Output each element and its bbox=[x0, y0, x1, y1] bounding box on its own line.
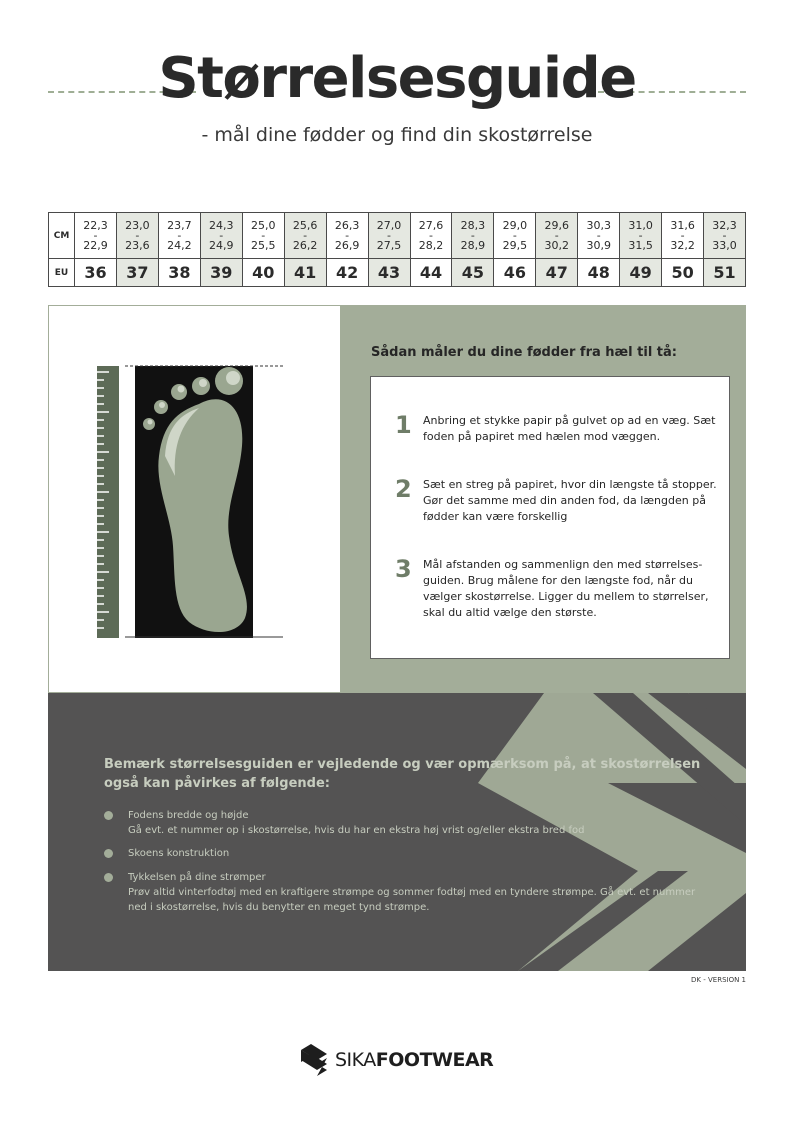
cm-range-cell bbox=[578, 213, 620, 259]
cm-to: 31,5 bbox=[628, 238, 653, 252]
sika-logo-icon bbox=[299, 1044, 329, 1076]
eu-size-cell: 44 bbox=[410, 259, 452, 287]
range-separator: - bbox=[303, 228, 308, 242]
cm-from: 25,6 bbox=[292, 218, 318, 232]
note-detail: Prøv altid vinterfodtøj med en kraftigere strømpe og sommer fodtøj med en tyndere strømpe. Gå evt. et nummer ned i skostørrelse, hvis du benytter en meget tynd strømpe. bbox=[128, 887, 696, 913]
foot-illustration-box bbox=[48, 305, 341, 693]
step-number: 1 bbox=[395, 411, 412, 439]
eu-row bbox=[49, 259, 746, 287]
step-text: Mål afstanden og sammenlign den med størrelses-guiden. Brug målene for den længste fod, når du vælger skostørrelse. Ligger du mellem to størrelser, skal du altid vælge den største. bbox=[423, 558, 709, 619]
cm-from: 31,0 bbox=[628, 218, 653, 232]
cm-from: 29,6 bbox=[544, 218, 570, 232]
ruler-icon bbox=[97, 366, 119, 638]
cm-range-cell bbox=[368, 213, 410, 259]
foot-measure-icon bbox=[49, 306, 342, 694]
cm-from: 32,3 bbox=[712, 218, 737, 232]
eu-size-cell: 45 bbox=[452, 259, 494, 287]
cm-from: 27,0 bbox=[376, 218, 402, 232]
cm-to: 28,2 bbox=[418, 238, 444, 252]
range-separator: - bbox=[135, 228, 140, 242]
eu-size-cell: 41 bbox=[284, 259, 326, 287]
cm-to: 25,5 bbox=[250, 238, 276, 252]
eu-size-cell: 36 bbox=[75, 259, 117, 287]
cm-from: 30,3 bbox=[586, 218, 611, 232]
note-heading: Tykkelsen på dine strømper bbox=[128, 872, 266, 883]
cm-range-cell bbox=[242, 213, 284, 259]
cm-range-cell bbox=[620, 213, 662, 259]
cm-to: 32,2 bbox=[670, 238, 695, 252]
cm-to: 30,9 bbox=[586, 238, 611, 252]
version-label: DK - VERSION 1 bbox=[691, 976, 746, 984]
eu-size-cell: 47 bbox=[536, 259, 578, 287]
eu-label: EU bbox=[49, 259, 75, 287]
cm-to: 22,9 bbox=[83, 238, 108, 252]
range-separator: - bbox=[177, 228, 182, 242]
range-separator: - bbox=[428, 228, 433, 242]
cm-from: 28,3 bbox=[460, 218, 486, 232]
cm-range-cell bbox=[662, 213, 704, 259]
bullet-icon bbox=[104, 849, 113, 858]
cm-range-cell bbox=[158, 213, 200, 259]
cm-range-cell bbox=[75, 213, 117, 259]
range-separator: - bbox=[261, 228, 266, 242]
range-separator: - bbox=[722, 228, 727, 242]
size-table bbox=[48, 212, 746, 287]
eu-size-cell: 43 bbox=[368, 259, 410, 287]
note-detail: Gå evt. et nummer op i skostørrelse, hvis du har en ekstra høj vrist og/eller ekstra bred fod bbox=[128, 825, 585, 836]
eu-size-cell: 38 bbox=[158, 259, 200, 287]
cm-from: 24,3 bbox=[209, 218, 234, 232]
eu-size-cell: 48 bbox=[578, 259, 620, 287]
range-separator: - bbox=[680, 228, 685, 242]
cm-from: 27,6 bbox=[418, 218, 444, 232]
eu-size-cell: 39 bbox=[200, 259, 242, 287]
cm-range-cell bbox=[452, 213, 494, 259]
range-separator: - bbox=[93, 228, 98, 242]
cm-from: 31,6 bbox=[670, 218, 695, 232]
cm-to: 28,9 bbox=[460, 238, 486, 252]
cm-from: 23,7 bbox=[167, 218, 192, 232]
cm-range-cell bbox=[704, 213, 746, 259]
eu-size-cell: 42 bbox=[326, 259, 368, 287]
page-subtitle: - mål dine fødder og find din skostørrelse bbox=[201, 124, 593, 146]
note-heading: Fodens bredde og højde bbox=[128, 810, 249, 821]
cm-to: 26,2 bbox=[292, 238, 318, 252]
steps-box bbox=[370, 376, 730, 659]
cm-to: 30,2 bbox=[544, 238, 570, 252]
range-separator: - bbox=[219, 228, 224, 242]
brand-name-light: SIKA bbox=[335, 1049, 376, 1071]
cm-from: 23,0 bbox=[125, 218, 150, 232]
cm-range-cell bbox=[536, 213, 578, 259]
cm-range-cell bbox=[284, 213, 326, 259]
cm-range-cell bbox=[410, 213, 452, 259]
cm-range-cell bbox=[494, 213, 536, 259]
cm-to: 26,9 bbox=[334, 238, 360, 252]
eu-size-cell: 50 bbox=[662, 259, 704, 287]
bullet-icon bbox=[104, 811, 113, 820]
cm-to: 33,0 bbox=[712, 238, 737, 252]
cm-range-cell bbox=[326, 213, 368, 259]
eu-size-cell: 40 bbox=[242, 259, 284, 287]
step-text: Anbring et stykke papir på gulvet op ad en væg. Sæt foden på papiret med hælen mod væggen. bbox=[423, 414, 716, 443]
how-to-title: Sådan måler du dine fødder fra hæl til tå: bbox=[371, 345, 677, 360]
eu-size-cell: 49 bbox=[620, 259, 662, 287]
cm-range-cell bbox=[116, 213, 158, 259]
range-separator: - bbox=[638, 228, 643, 242]
page-title: Størrelsesguide bbox=[158, 46, 636, 111]
cm-label: CM bbox=[49, 213, 75, 259]
step-text: Sæt en streg på papiret, hvor din længste tå stopper. Gør det samme med din anden fod, da længden på fødder kan være forskellig bbox=[423, 478, 717, 523]
eu-size-cell: 46 bbox=[494, 259, 536, 287]
cm-from: 26,3 bbox=[334, 218, 360, 232]
range-separator: - bbox=[554, 228, 559, 242]
cm-from: 22,3 bbox=[83, 218, 108, 232]
eu-size-cell: 37 bbox=[116, 259, 158, 287]
eu-size-cell: 51 bbox=[704, 259, 746, 287]
cm-to: 23,6 bbox=[125, 238, 150, 252]
range-separator: - bbox=[596, 228, 601, 242]
cm-to: 24,9 bbox=[209, 238, 234, 252]
cm-range-cell bbox=[200, 213, 242, 259]
cm-to: 24,2 bbox=[167, 238, 192, 252]
cm-row bbox=[49, 213, 746, 259]
cm-from: 25,0 bbox=[250, 218, 276, 232]
range-separator: - bbox=[512, 228, 517, 242]
cm-from: 29,0 bbox=[502, 218, 528, 232]
bullet-icon bbox=[104, 873, 113, 882]
note-heading: Skoens konstruktion bbox=[128, 848, 230, 859]
range-separator: - bbox=[345, 228, 350, 242]
step-number: 2 bbox=[395, 475, 412, 503]
step-number: 3 bbox=[395, 555, 412, 583]
cm-to: 27,5 bbox=[376, 238, 402, 252]
range-separator: - bbox=[470, 228, 475, 242]
brand-name-bold: FOOTWEAR bbox=[375, 1049, 494, 1071]
notes-title: Bemærk størrelsesguiden er vejledende og vær opmærksom på, at skostørrelsen også kan påvirkes af følgende: bbox=[104, 757, 701, 791]
cm-to: 29,5 bbox=[502, 238, 528, 252]
range-separator: - bbox=[387, 228, 392, 242]
